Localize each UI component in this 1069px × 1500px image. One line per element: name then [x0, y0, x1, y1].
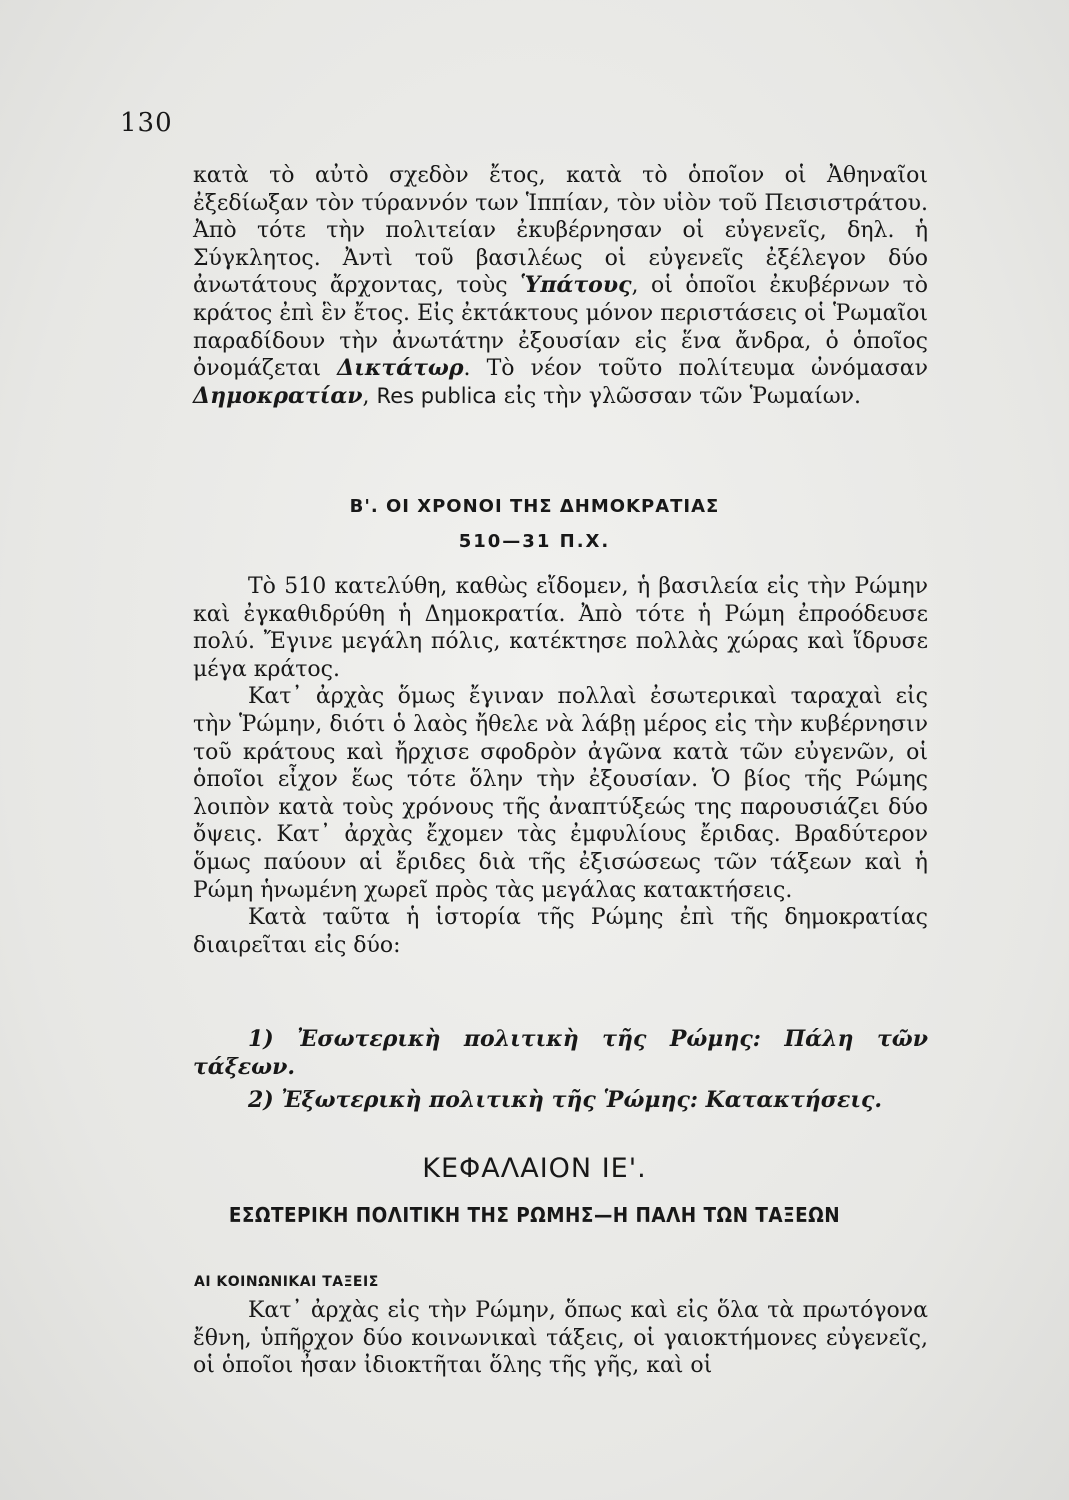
section-b-body	[193, 573, 928, 959]
section-b-dates: 510—31 Π.Χ.	[458, 531, 611, 552]
subsection-paragraph: Κατ᾽ ἀρχὰς εἰς τὴν Ρώμην, ὅπως καὶ εἰς ὅλα τὰ πρωτόγονα ἔθνη, ὑπῆρχον δύο κοινωνικαὶ τάξεις, οἱ γαιοκτήμονες εὐγενεῖς, οἱ ὁποῖοι ἦσαν ἰδιοκτῆται ὅλης τῆς γῆς, καὶ οἱ	[193, 1298, 928, 1379]
intro-paragraph-block	[193, 162, 928, 410]
intro-paragraph	[193, 162, 928, 410]
paragraph-3: Κατὰ ταῦτα ἡ ἱστορία τῆς Ρώμης ἐπὶ τῆς δημοκρατίας διαιρεῖται εἰς δύο:	[193, 905, 928, 958]
term-consuls: Ὑπάτους	[520, 272, 632, 299]
division-item-1: 1) Ἐσωτερικὴ πολιτικὴ τῆς Ρώμης: Πάλη τῶν τάξεων.	[193, 1026, 928, 1080]
intro-text-4: ,	[362, 383, 377, 409]
chapter-title: ΚΕΦΑΛΑΙΟΝ ΙΕ'.	[422, 1153, 647, 1184]
division-list	[193, 1026, 928, 1115]
term-democracy: Δημοκρατίαν	[193, 382, 363, 409]
chapter-subtitle: ΕΣΩΤΕΡΙΚΗ ΠΟΛΙΤΙΚΗ ΤΗΣ ΡΩΜΗΣ—Η ΠΑΛΗ ΤΩΝ ΤΑΞΕΩΝ	[228, 1203, 841, 1227]
subsection-title: ΑΙ ΚΟΙΝΩΝΙΚΑΙ ΤΑΞΕΙΣ	[194, 1274, 379, 1290]
intro-text-2: , οἱ ὁποῖοι ἐκυβέρνων τὸ κράτος ἐπὶ ἓν ἔτος. Εἰς ἐκτάκτους μόνον περιστάσεις οἱ Ῥωμαῖοι παραδίδουν τὴν ἀνωτάτην ἐξουσίαν εἰς ἕνα ἄνδρα, ὁ ὁποῖος ὀνομάζεται	[193, 273, 928, 382]
latin-term: Res publica	[376, 383, 497, 408]
intro-text-3: . Τὸ νέον τοῦτο πολίτευμα ὠνόμασαν	[463, 356, 928, 382]
division-item-2: 2) Ἐξωτερικὴ πολιτικὴ τῆς Ῥώμης: Κατακτήσεις.	[248, 1087, 883, 1114]
term-dictator: Δικτάτωρ	[337, 355, 464, 382]
section-b-title: Β'. ΟΙ ΧΡΟΝΟΙ ΤΗΣ ΔΗΜΟΚΡΑΤΙΑΣ	[349, 496, 720, 517]
paragraph-1: Τὸ 510 κατελύθη, καθὼς εἴδομεν, ἡ βασιλεία εἰς τὴν Ρώμην καὶ ἐγκαθιδρύθη ἡ Δημοκρατία. Ἀπὸ τότε ἡ Ρώμη ἐπροόδευσε πολύ. Ἔγινε μεγάλη πόλις, κατέκτησε πολλὰς χώρας καὶ ἵδρυσε μέγα κράτος.	[193, 574, 928, 682]
paragraph-2: Κατ᾽ ἀρχὰς ὅμως ἔγιναν πολλαὶ ἐσωτερικαὶ ταραχαὶ εἰς τὴν Ῥώμην, διότι ὁ λαὸς ἤθελε νὰ λάβῃ μέρος εἰς τὴν κυβέρνησιν τοῦ κράτους καὶ ἤρχισε σφοδρὸν ἀγῶνα κατὰ τῶν εὐγενῶν, οἱ ὁποῖοι εἶχον ἕως τότε ὅλην τὴν ἐξουσίαν. Ὁ βίος τῆς Ρώμης λοιπὸν κατὰ τοὺς χρόνους τῆς ἀναπτύξεώς της παρουσιάζει δύο ὄψεις. Κατ᾽ ἀρχὰς ἔχομεν τὰς ἐμφυλίους ἔριδας. Βραδύτερον ὅμως παύουν αἱ ἔριδες διὰ τῆς ἐξισώσεως τῶν τάξεων καὶ ἡ Ρώμη ἡνωμένη χωρεῖ πρὸς τὰς μεγάλας κατακτήσεις.	[193, 684, 928, 903]
intro-text-5: εἰς τὴν γλῶσσαν τῶν Ῥωμαίων.	[496, 383, 862, 409]
intro-text-1: κατὰ τὸ αὐτὸ σχεδὸν ἔτος, κατὰ τὸ ὁποῖον οἱ Ἀθηναῖοι ἐξεδίωξαν τὸν τύραννόν των Ἱππίαν, τὸν υἱὸν τοῦ Πεισιστράτου. Ἀπὸ τότε τὴν πολιτείαν ἐκυβέρνησαν οἱ εὐγενεῖς, δηλ. ἡ Σύγκλητος. Ἀντὶ τοῦ βασιλέως οἱ εὐγενεῖς ἐξέλεγον δύο ἀνωτάτους ἄρχοντας, τοὺς	[193, 163, 928, 299]
subsection-body	[193, 1297, 928, 1380]
page-number: 130	[120, 108, 173, 138]
